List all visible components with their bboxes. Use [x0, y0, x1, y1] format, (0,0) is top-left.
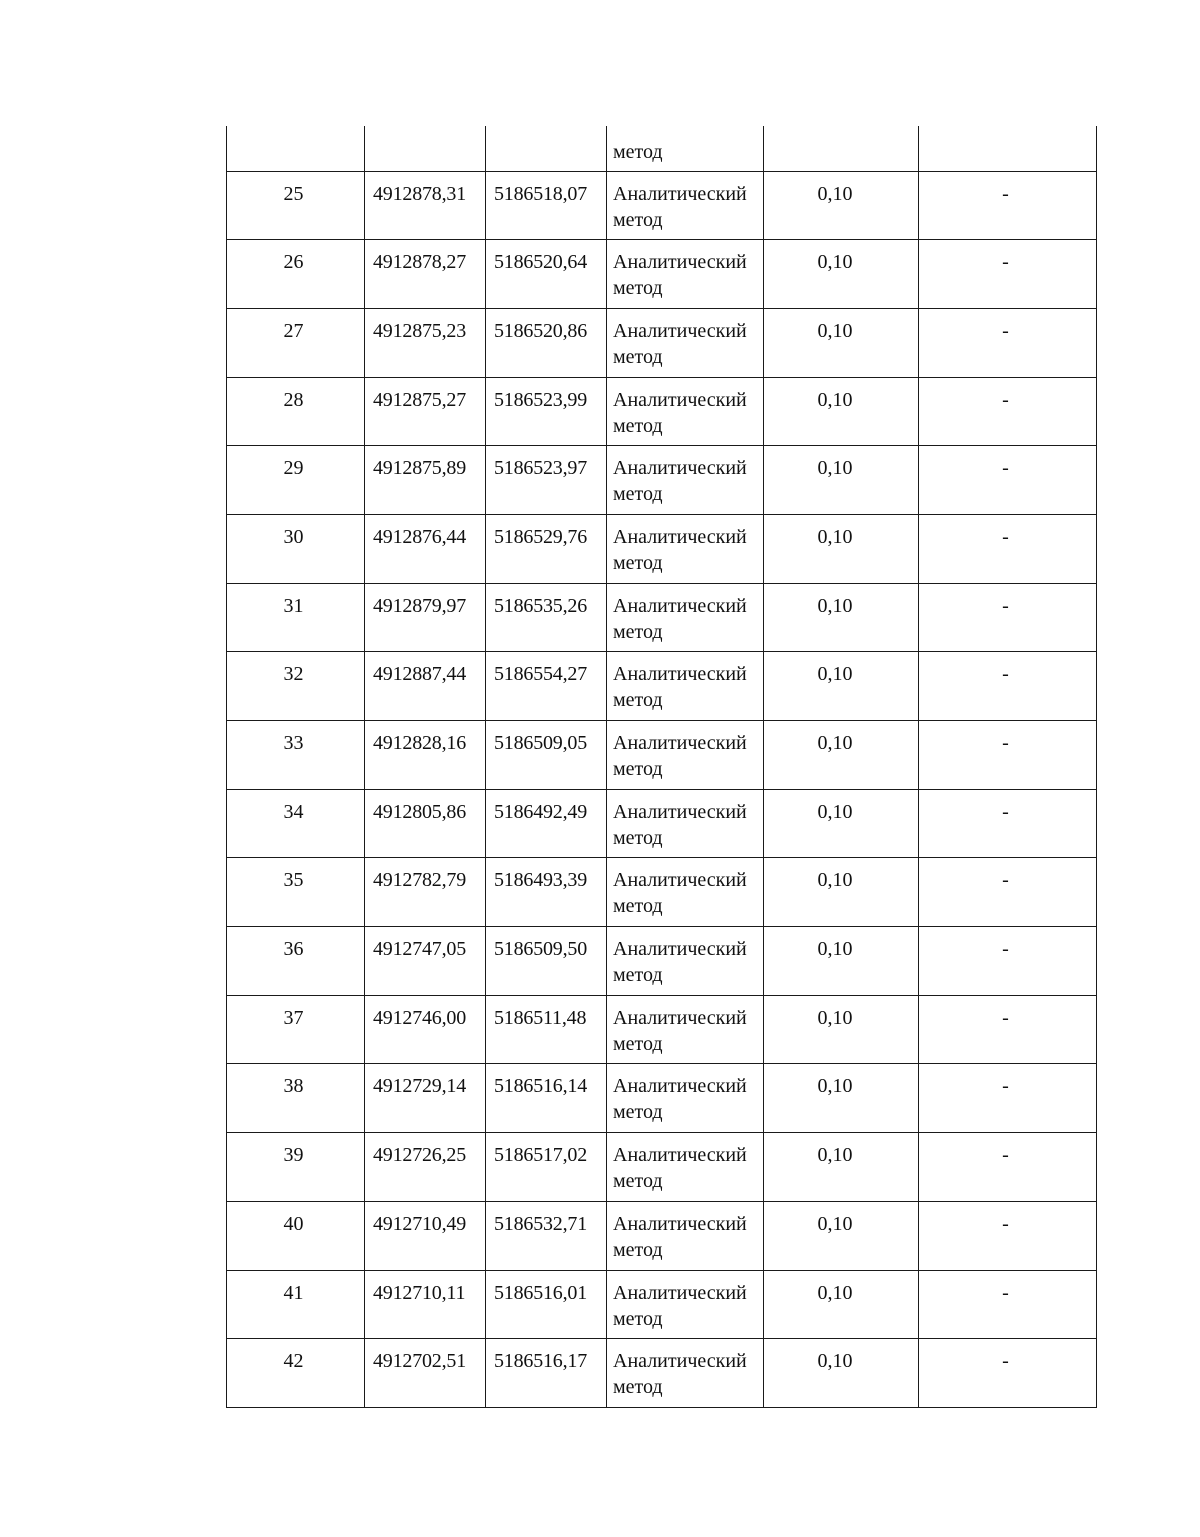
- description-text: -: [1002, 869, 1009, 892]
- accuracy-text: 0,10: [817, 594, 853, 617]
- table-row: [227, 171, 1097, 240]
- cell-point-number: [227, 308, 365, 377]
- method-text-line1: Аналитический: [613, 319, 747, 342]
- cell-accuracy: [764, 1201, 919, 1270]
- cell-accuracy: [764, 1064, 919, 1133]
- cell-accuracy: [764, 721, 919, 790]
- cell-accuracy: [764, 240, 919, 309]
- cell-x-coordinate: [365, 583, 486, 652]
- accuracy-text: 0,10: [817, 1075, 853, 1098]
- point-number-text: 28: [283, 388, 304, 411]
- cell-description: [919, 126, 1097, 171]
- method-text-line1: Аналитический: [613, 938, 747, 961]
- point-number-text: 39: [283, 1144, 304, 1167]
- x-coordinate-text: 4912875,89: [373, 457, 467, 480]
- x-coordinate-text: 4912878,31: [373, 182, 467, 205]
- accuracy-text: 0,10: [817, 388, 853, 411]
- method-text-line2: метод: [613, 414, 663, 437]
- method-text-line1: Аналитический: [613, 182, 747, 205]
- point-number-text: 29: [283, 457, 304, 480]
- table-row: [227, 583, 1097, 652]
- table-row: [227, 240, 1097, 309]
- cell-y-coordinate: [486, 1270, 607, 1339]
- method-text-line1: Аналитический: [613, 1006, 747, 1029]
- y-coordinate-text: 5186516,01: [494, 1281, 588, 1304]
- cell-point-number: [227, 377, 365, 446]
- description-text: -: [1002, 182, 1009, 205]
- method-text-line2: метод: [613, 620, 663, 643]
- cell-method: [607, 789, 764, 858]
- method-text-line2: метод: [613, 1307, 663, 1330]
- cell-description: [919, 1133, 1097, 1202]
- method-text-line2: метод: [613, 208, 663, 231]
- method-text-line1: Аналитический: [613, 388, 747, 411]
- cell-description: [919, 858, 1097, 927]
- y-coordinate-text: 5186529,76: [494, 525, 588, 548]
- cell-method: [607, 652, 764, 721]
- y-coordinate-text: 5186511,48: [494, 1006, 587, 1029]
- cell-point-number: [227, 171, 365, 240]
- description-text: -: [1002, 319, 1009, 342]
- method-text-line1: Аналитический: [613, 1350, 747, 1373]
- table-row: [227, 1339, 1097, 1408]
- cell-accuracy: [764, 126, 919, 171]
- table-row: [227, 652, 1097, 721]
- cell-x-coordinate: [365, 1064, 486, 1133]
- table-row: [227, 1201, 1097, 1270]
- cell-method: [607, 446, 764, 515]
- cell-x-coordinate: [365, 1270, 486, 1339]
- method-text-line2: метод: [613, 1170, 663, 1193]
- description-text: -: [1002, 732, 1009, 754]
- x-coordinate-text: 4912702,51: [373, 1350, 467, 1373]
- method-text-line2: метод: [613, 483, 663, 506]
- cell-accuracy: [764, 514, 919, 583]
- point-number-text: 40: [283, 1212, 304, 1235]
- cell-description: [919, 1201, 1097, 1270]
- table-row: [227, 446, 1097, 515]
- cell-y-coordinate: [486, 789, 607, 858]
- cell-description: [919, 171, 1097, 240]
- table-row: [227, 1133, 1097, 1202]
- method-text-line2: метод: [613, 1376, 663, 1399]
- table-row: [227, 995, 1097, 1064]
- x-coordinate-text: 4912782,79: [373, 869, 467, 892]
- cell-y-coordinate: [486, 171, 607, 240]
- cell-point-number: [227, 126, 365, 171]
- x-coordinate-text: 4912875,23: [373, 319, 467, 342]
- table-row: [227, 377, 1097, 446]
- y-coordinate-text: 5186535,26: [494, 594, 588, 617]
- cell-x-coordinate: [365, 126, 486, 171]
- description-text: -: [1002, 1350, 1009, 1373]
- accuracy-text: 0,10: [817, 1144, 853, 1167]
- y-coordinate-text: 5186523,99: [494, 388, 588, 411]
- cell-x-coordinate: [365, 171, 486, 240]
- cell-method: [607, 514, 764, 583]
- cell-x-coordinate: [365, 446, 486, 515]
- table-row: [227, 1064, 1097, 1133]
- y-coordinate-text: 5186532,71: [494, 1212, 588, 1235]
- cell-description: [919, 1339, 1097, 1408]
- cell-x-coordinate: [365, 308, 486, 377]
- description-text: -: [1002, 1212, 1009, 1235]
- y-coordinate-text: 5186523,97: [494, 457, 588, 480]
- x-coordinate-text: 4912878,27: [373, 251, 467, 274]
- cell-y-coordinate: [486, 858, 607, 927]
- cell-accuracy: [764, 171, 919, 240]
- point-number-text: 33: [283, 732, 304, 754]
- cell-method: [607, 1201, 764, 1270]
- x-coordinate-text: 4912805,86: [373, 800, 467, 823]
- cell-method: [607, 927, 764, 996]
- cell-y-coordinate: [486, 1064, 607, 1133]
- point-number-text: 42: [283, 1350, 304, 1373]
- method-text-line2: метод: [613, 826, 663, 849]
- cell-x-coordinate: [365, 927, 486, 996]
- cell-point-number: [227, 927, 365, 996]
- point-number-text: 41: [283, 1281, 304, 1304]
- cell-accuracy: [764, 377, 919, 446]
- cell-x-coordinate: [365, 858, 486, 927]
- x-coordinate-text: 4912729,14: [373, 1075, 467, 1098]
- method-text-line1: Аналитический: [613, 1281, 747, 1304]
- cell-x-coordinate: [365, 789, 486, 858]
- method-text-line2: метод: [613, 551, 663, 574]
- cell-accuracy: [764, 995, 919, 1064]
- cell-accuracy: [764, 789, 919, 858]
- cell-method: [607, 1270, 764, 1339]
- description-text: -: [1002, 800, 1009, 823]
- method-text-line1: Аналитический: [613, 525, 747, 548]
- cell-y-coordinate: [486, 446, 607, 515]
- accuracy-text: 0,10: [817, 938, 853, 961]
- table-row: [227, 308, 1097, 377]
- coordinates-table: [226, 126, 1097, 1408]
- cell-x-coordinate: [365, 514, 486, 583]
- accuracy-text: 0,10: [817, 1281, 853, 1304]
- cell-y-coordinate: [486, 126, 607, 171]
- cell-y-coordinate: [486, 1201, 607, 1270]
- x-coordinate-text: 4912887,44: [373, 663, 467, 686]
- accuracy-text: 0,10: [817, 1212, 853, 1235]
- cell-y-coordinate: [486, 583, 607, 652]
- point-number-text: 35: [283, 869, 304, 892]
- y-coordinate-text: 5186554,27: [494, 663, 588, 686]
- cell-accuracy: [764, 1339, 919, 1408]
- method-text-line2: метод: [613, 1032, 663, 1055]
- accuracy-text: 0,10: [817, 457, 853, 480]
- y-coordinate-text: 5186517,02: [494, 1144, 588, 1167]
- cell-x-coordinate: [365, 240, 486, 309]
- table-row: [227, 514, 1097, 583]
- method-text-line2: метод: [613, 345, 663, 368]
- point-number-text: 36: [283, 938, 304, 961]
- description-text: -: [1002, 525, 1009, 548]
- method-text-line2: метод: [613, 1238, 663, 1261]
- accuracy-text: 0,10: [817, 182, 853, 205]
- cell-point-number: [227, 1339, 365, 1408]
- method-text-line2: метод: [613, 895, 663, 918]
- point-number-text: 30: [283, 525, 304, 548]
- cell-accuracy: [764, 927, 919, 996]
- y-coordinate-text: 5186493,39: [494, 869, 588, 892]
- cell-description: [919, 789, 1097, 858]
- accuracy-text: 0,10: [817, 251, 853, 274]
- cell-method: [607, 858, 764, 927]
- method-text-line2: метод: [613, 758, 663, 780]
- cell-x-coordinate: [365, 721, 486, 790]
- cell-y-coordinate: [486, 308, 607, 377]
- cell-y-coordinate: [486, 377, 607, 446]
- point-number-text: 26: [283, 251, 304, 274]
- cell-method: [607, 308, 764, 377]
- description-text: -: [1002, 663, 1009, 686]
- method-text-line1: Аналитический: [613, 457, 747, 480]
- table-row: [227, 721, 1097, 790]
- cell-x-coordinate: [365, 1339, 486, 1408]
- cell-point-number: [227, 721, 365, 790]
- description-text: -: [1002, 1006, 1009, 1029]
- cell-accuracy: [764, 858, 919, 927]
- accuracy-text: 0,10: [817, 732, 853, 754]
- y-coordinate-text: 5186520,64: [494, 251, 588, 274]
- cell-point-number: [227, 514, 365, 583]
- x-coordinate-text: 4912876,44: [373, 525, 467, 548]
- description-text: -: [1002, 1075, 1009, 1098]
- method-text-line1: Аналитический: [613, 663, 747, 686]
- cell-y-coordinate: [486, 652, 607, 721]
- accuracy-text: 0,10: [817, 319, 853, 342]
- cell-method: [607, 240, 764, 309]
- description-text: -: [1002, 938, 1009, 961]
- cell-description: [919, 721, 1097, 790]
- y-coordinate-text: 5186516,17: [494, 1350, 588, 1373]
- method-text-line2: метод: [613, 141, 663, 163]
- cell-accuracy: [764, 583, 919, 652]
- point-number-text: 37: [283, 1006, 304, 1029]
- cell-description: [919, 240, 1097, 309]
- cell-y-coordinate: [486, 1339, 607, 1408]
- description-text: -: [1002, 457, 1009, 480]
- cell-y-coordinate: [486, 514, 607, 583]
- cell-method: [607, 1339, 764, 1408]
- cell-description: [919, 583, 1097, 652]
- table-row: [227, 858, 1097, 927]
- cell-description: [919, 1270, 1097, 1339]
- cell-point-number: [227, 240, 365, 309]
- x-coordinate-text: 4912710,49: [373, 1212, 467, 1235]
- point-number-text: 38: [283, 1075, 304, 1098]
- cell-description: [919, 308, 1097, 377]
- cell-x-coordinate: [365, 995, 486, 1064]
- method-text-line1: Аналитический: [613, 251, 747, 274]
- coordinates-table-body: [227, 126, 1097, 1407]
- cell-y-coordinate: [486, 1133, 607, 1202]
- method-text-line1: Аналитический: [613, 1212, 747, 1235]
- y-coordinate-text: 5186492,49: [494, 800, 588, 823]
- cell-point-number: [227, 652, 365, 721]
- y-coordinate-text: 5186518,07: [494, 182, 588, 205]
- method-text-line1: Аналитический: [613, 594, 747, 617]
- x-coordinate-text: 4912875,27: [373, 388, 467, 411]
- cell-method: [607, 721, 764, 790]
- cell-x-coordinate: [365, 1201, 486, 1270]
- description-text: -: [1002, 251, 1009, 274]
- cell-description: [919, 1064, 1097, 1133]
- cell-method: [607, 995, 764, 1064]
- cell-point-number: [227, 995, 365, 1064]
- x-coordinate-text: 4912747,05: [373, 938, 467, 961]
- cell-description: [919, 446, 1097, 515]
- accuracy-text: 0,10: [817, 663, 853, 686]
- cell-method: [607, 1064, 764, 1133]
- x-coordinate-text: 4912726,25: [373, 1144, 467, 1167]
- cell-x-coordinate: [365, 1133, 486, 1202]
- accuracy-text: 0,10: [817, 1006, 853, 1029]
- cell-accuracy: [764, 446, 919, 515]
- cell-description: [919, 514, 1097, 583]
- cell-description: [919, 995, 1097, 1064]
- cell-point-number: [227, 1201, 365, 1270]
- cell-method: [607, 377, 764, 446]
- cell-x-coordinate: [365, 652, 486, 721]
- y-coordinate-text: 5186520,86: [494, 319, 588, 342]
- method-text-line1: Аналитический: [613, 732, 747, 754]
- cell-description: [919, 377, 1097, 446]
- method-text-line2: метод: [613, 689, 663, 712]
- cell-description: [919, 652, 1097, 721]
- cell-point-number: [227, 446, 365, 515]
- description-text: -: [1002, 388, 1009, 411]
- y-coordinate-text: 5186509,05: [494, 732, 588, 754]
- cell-point-number: [227, 789, 365, 858]
- cell-x-coordinate: [365, 377, 486, 446]
- cell-point-number: [227, 858, 365, 927]
- x-coordinate-text: 4912710,11: [373, 1281, 466, 1304]
- method-text-line2: метод: [613, 1101, 663, 1124]
- method-text-line1: Аналитический: [613, 1075, 747, 1098]
- cell-method: [607, 1133, 764, 1202]
- cell-y-coordinate: [486, 995, 607, 1064]
- x-coordinate-text: 4912828,16: [373, 732, 467, 754]
- description-text: -: [1002, 594, 1009, 617]
- method-text-line2: метод: [613, 277, 663, 300]
- cell-y-coordinate: [486, 927, 607, 996]
- point-number-text: 32: [283, 663, 304, 686]
- cell-y-coordinate: [486, 240, 607, 309]
- accuracy-text: 0,10: [817, 1350, 853, 1373]
- method-text-line1: Аналитический: [613, 1144, 747, 1167]
- table-row: [227, 927, 1097, 996]
- point-number-text: 27: [283, 319, 304, 342]
- x-coordinate-text: 4912746,00: [373, 1006, 467, 1029]
- cell-accuracy: [764, 1133, 919, 1202]
- cell-point-number: [227, 1270, 365, 1339]
- y-coordinate-text: 5186516,14: [494, 1075, 588, 1098]
- point-number-text: 34: [283, 800, 304, 823]
- description-text: -: [1002, 1144, 1009, 1167]
- description-text: -: [1002, 1281, 1009, 1304]
- point-number-text: 25: [283, 182, 304, 205]
- accuracy-text: 0,10: [817, 869, 853, 892]
- method-text-line1: Аналитический: [613, 869, 747, 892]
- method-text-line1: Аналитический: [613, 800, 747, 823]
- accuracy-text: 0,10: [817, 525, 853, 548]
- cell-accuracy: [764, 652, 919, 721]
- table-row-continued: [227, 126, 1097, 171]
- cell-description: [919, 927, 1097, 996]
- accuracy-text: 0,10: [817, 800, 853, 823]
- point-number-text: 31: [283, 594, 304, 617]
- cell-accuracy: [764, 1270, 919, 1339]
- table-row: [227, 789, 1097, 858]
- cell-point-number: [227, 583, 365, 652]
- x-coordinate-text: 4912879,97: [373, 594, 467, 617]
- cell-point-number: [227, 1133, 365, 1202]
- cell-accuracy: [764, 308, 919, 377]
- method-text-line2: метод: [613, 964, 663, 987]
- cell-point-number: [227, 1064, 365, 1133]
- cell-method: [607, 583, 764, 652]
- y-coordinate-text: 5186509,50: [494, 938, 588, 961]
- cell-y-coordinate: [486, 721, 607, 790]
- cell-method: [607, 126, 764, 171]
- table-row: [227, 1270, 1097, 1339]
- cell-method: [607, 171, 764, 240]
